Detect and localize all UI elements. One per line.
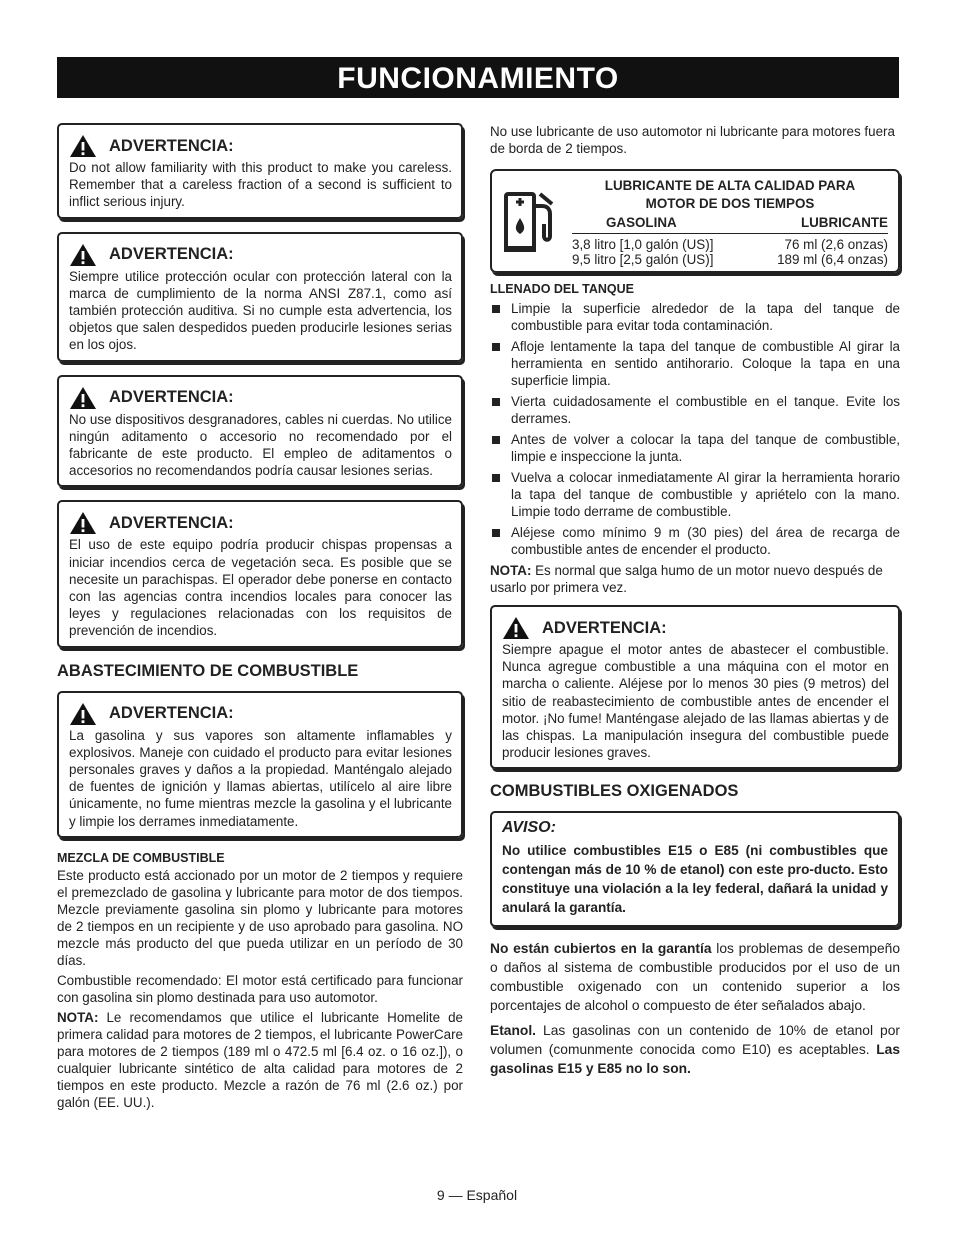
warranty-bold: No están cubiertos en la garantía bbox=[490, 940, 712, 956]
warning-triangle-icon bbox=[502, 616, 530, 640]
note-label: NOTA: bbox=[490, 563, 532, 578]
lubricant-table bbox=[572, 177, 888, 265]
left-column bbox=[57, 123, 463, 1114]
ethanol-text: Las gasolinas con un contenido de 10% de etanol por volumen (comunmente conocida como E10) es aceptables. bbox=[490, 1022, 900, 1057]
ethanol-bold: Etanol. bbox=[490, 1022, 536, 1038]
section-heading-oxygenated: COMBUSTIBLES OXIGENADOS bbox=[490, 782, 739, 801]
lubricant-table-box bbox=[490, 169, 900, 273]
ethanol-end: Las gasolinas E15 y E85 no lo son. bbox=[490, 1041, 900, 1076]
list-item: Limpie la superficie alrededor de la tapa del tanque de combustible para evitar toda contaminación. bbox=[490, 300, 900, 334]
list-item: Antes de volver a colocar la tapa del tanque de combustible, limpie e inspeccione la junta. bbox=[490, 431, 900, 465]
warning-triangle-icon bbox=[69, 134, 97, 158]
notice-text: No utilice combustibles E15 o E85 (ni combustibles que contengan más de 10 % de etanol) con este pro-ducto. Esto constituye una violación a la ley federal, dañará la unidad y anulará la garantía. bbox=[502, 843, 888, 915]
notice-box bbox=[490, 811, 900, 926]
warning-label: ADVERTENCIA: bbox=[109, 513, 234, 532]
gasoline-cell: 9,5 litro [2,5 galón (US)] bbox=[572, 252, 714, 267]
table-row bbox=[572, 252, 888, 267]
warning-label: ADVERTENCIA: bbox=[109, 704, 234, 723]
list-item: Vuelva a colocar inmediatamente Al girar la herramienta horario la tapa del tanque de combustible y apriételo con la mano. Limpie todo derrame de combustible. bbox=[490, 469, 900, 520]
column-header-lubricant: LUBRICANTE bbox=[800, 215, 888, 230]
list-item: Afloje lentamente la tapa del tanque de combustible Al girar la herramienta en sentido antihorario. Coloque la tapa en una superficie limpia. bbox=[490, 338, 900, 389]
note-label: NOTA: bbox=[57, 1009, 99, 1025]
warning-label: ADVERTENCIA: bbox=[542, 618, 667, 637]
note-text: Es normal que salga humo de un motor nuevo después de usarlo por primera vez. bbox=[490, 563, 883, 595]
warning-text: Do not allow familiarity with this product to make you careless. Remember that a careless fraction of a second is sufficient to inflict serious injury. bbox=[69, 160, 452, 210]
fuel-pump-oil-icon bbox=[502, 188, 562, 254]
fill-tank-heading: LLENADO DEL TANQUE bbox=[490, 282, 634, 296]
warning-text: La gasolina y sus vapores son altamente inflamables y explosivos. Maneje con cuidado el producto para evitar lesiones personales graves y daños a la propiedad. Manténgalo alejado de fuentes de ignición y llamas abiertas, utilícelo al aire libre únicamente, no fume mientras mezcle la gasolina y el lubricante y limpie los derrames inmediatamente. bbox=[69, 727, 452, 829]
lubricant-cell: 189 ml (6,4 onzas) bbox=[777, 252, 888, 267]
list-item: Aléjese como mínimo 9 m (30 pies) del área de recarga de combustible antes de encender el producto. bbox=[490, 524, 900, 558]
column-header-gasoline: GASOLINA bbox=[606, 215, 677, 230]
fill-steps-list bbox=[490, 300, 900, 558]
warning-label: ADVERTENCIA: bbox=[109, 388, 234, 407]
warning-label: ADVERTENCIA: bbox=[109, 136, 234, 155]
notice-label: AVISO: bbox=[502, 819, 556, 837]
gasoline-cell: 3,8 litro [1,0 galón (US)] bbox=[572, 237, 714, 252]
mix-paragraph: Este producto está accionado por un motor de 2 tiempos y requiere el premezclado de gasolina y lubricante para motor de dos tiempos. Mezcle previamente gasolina sin plomo y lubricante para motores de 2 tiempos en un recipiente y de uso aprobado para gasolina. NO mezcle más producto del que pueda utilizar en un período de 30 días. bbox=[57, 867, 463, 968]
table-header bbox=[572, 213, 888, 234]
warranty-paragraph bbox=[490, 939, 900, 1015]
lubricant-table-title: LUBRICANTE DE ALTA CALIDAD PARA bbox=[604, 178, 856, 193]
section-heading-fuel: ABASTECIMIENTO DE COMBUSTIBLE bbox=[57, 661, 359, 680]
lubricant-cell: 76 ml (2,6 onzas) bbox=[784, 237, 888, 252]
page-title: FUNCIONAMIENTO bbox=[57, 57, 899, 98]
warning-text: El uso de este equipo podría producir chispas propensas a iniciar incendios cerca de vegetación seca. Es posible que se necesite un parachispas. El operador debe ponerse en contacto con las agencias contra incendios locales para conocer las leyes y regulaciones relacionadas con los requisitos de prevención de incendios. bbox=[69, 537, 452, 639]
warning-text: Siempre utilice protección ocular con protección lateral con la marca de cumplimiento de la norma ANSI Z87.1, como así también protección auditiva. Si no cumple esta advertencia, los objetos que salen despedidos pueden producirle lesiones serias en los ojos. bbox=[69, 268, 452, 353]
warning-box bbox=[57, 500, 463, 647]
warning-box bbox=[57, 123, 463, 219]
warning-triangle-icon bbox=[69, 386, 97, 410]
intro-paragraph: No use lubricante de uso automotor ni lubricante para motores fuera de borda de 2 tiempos. bbox=[490, 124, 895, 156]
warning-triangle-icon bbox=[69, 511, 97, 535]
warning-text: No use dispositivos desgranadores, cables ni cuerdas. No utilice ningún aditamento o accesorio no recomendado por el fabricante de este producto. El empleo de aditamentos o accesorios no recomendandos podría causar lesiones serias. bbox=[69, 411, 452, 479]
warning-box bbox=[57, 232, 463, 362]
page-footer: 9 — Español bbox=[436, 1187, 518, 1203]
list-item: Vierta cuidadosamente el combustible en el tanque. Evite los derrames. bbox=[490, 393, 900, 427]
warning-text: Siempre apague el motor antes de abastecer el combustible. Nunca agregue combustible a una máquina con el motor en marcha o caliente. Aléjese por lo menos 30 pies (9 metros) del sitio de reabastecimiento de combustible antes de encender el motor. ¡No fume! Manténgase alejado de las llamas abiertas y de las chispas. La manipulación insegura del combustible puede producir lesiones graves. bbox=[502, 642, 889, 761]
note-paragraph bbox=[490, 562, 900, 596]
recommended-fuel-paragraph: Combustible recomendado: El motor está certificado para funcionar con gasolina sin plomo destinada para uso automotor. bbox=[57, 972, 463, 1005]
warranty-text: los problemas de desempeño o daños al sistema de combustible producidos por el uso de un combustible oxigenado con un contenido superior a los porcentajes de alcohol o compuesto de éter señalados abajo. bbox=[490, 940, 900, 1013]
warning-box bbox=[57, 375, 463, 488]
refuel-warning-box bbox=[490, 605, 900, 769]
warning-label: ADVERTENCIA: bbox=[109, 245, 234, 264]
table-row bbox=[572, 237, 888, 252]
ethanol-paragraph bbox=[490, 1021, 900, 1078]
fuel-warning-box bbox=[57, 691, 463, 838]
right-column bbox=[490, 123, 900, 1081]
lubricant-table-title-2: MOTOR DE DOS TIEMPOS bbox=[645, 196, 815, 211]
note-text: Le recomendamos que utilice el lubricante Homelite de primera calidad para motores de 2 tiempos, el lubricante PowerCare para motores de 2 tiempos (189 ml o 472.5 ml [6.4 oz. o 16 oz.]), o cualquier lubricante sintético de alta calidad para motores de 2 tiempos en este producto. Mezcle a razón de 76 ml (2.6 oz.) por galón (EE. UU.). bbox=[57, 1009, 463, 1110]
mix-heading: MEZCLA DE COMBUSTIBLE bbox=[57, 850, 225, 865]
note-paragraph bbox=[57, 1009, 463, 1111]
warning-triangle-icon bbox=[69, 243, 97, 267]
warning-triangle-icon bbox=[69, 702, 97, 726]
